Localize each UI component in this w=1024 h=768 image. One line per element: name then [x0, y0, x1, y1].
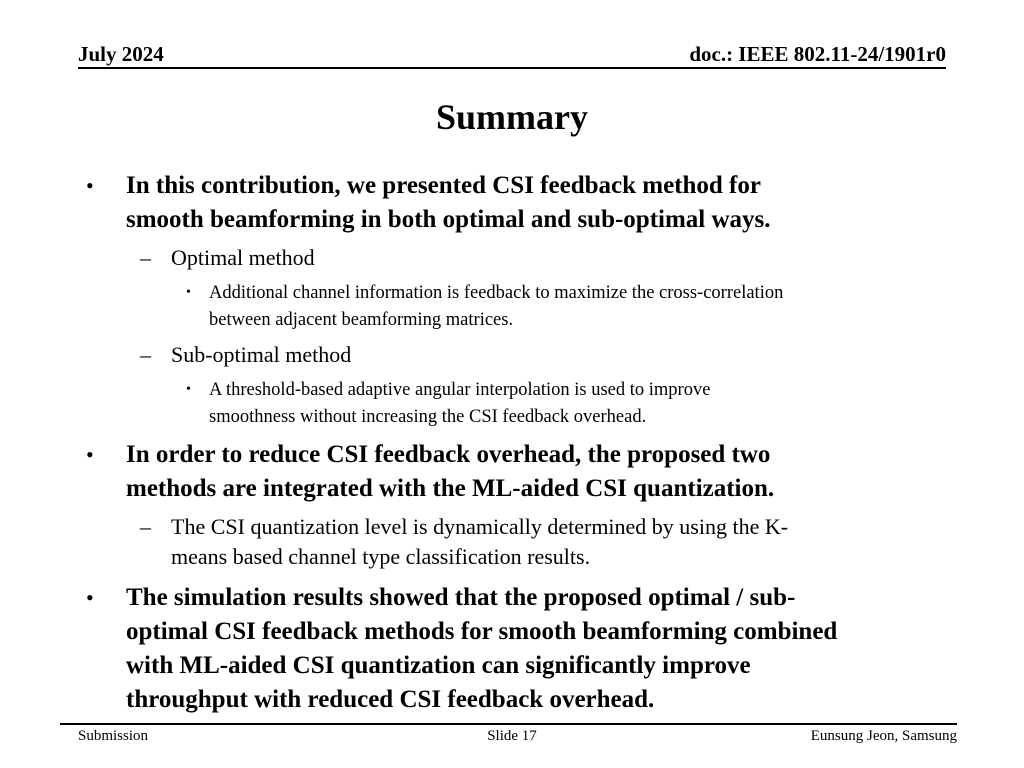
header-doc-id: doc.: IEEE 802.11-24/1901r0: [689, 42, 946, 66]
bullet-3-line: optimal CSI feedback methods for smooth beamforming combined: [126, 618, 838, 645]
header-date: July 2024: [78, 42, 164, 66]
sub-bullet-line: The CSI quantization level is dynamically determined by using the K-: [171, 514, 789, 539]
dash-icon: –: [140, 342, 151, 367]
dash-icon: –: [140, 514, 151, 539]
bullet-3-line: throughput with reduced CSI feedback overhead.: [126, 686, 655, 713]
sub-sub-bullet-line: A threshold-based adaptive angular interpolation is used to improve: [209, 380, 711, 400]
bullet-icon: •: [186, 285, 191, 300]
bullet-3-line: with ML-aided CSI quantization can significantly improve: [126, 652, 751, 679]
slide-title: Summary: [436, 97, 588, 137]
bullet-2-line: methods are integrated with the ML-aided CSI quantization.: [126, 475, 775, 502]
bullet-icon: •: [86, 442, 94, 467]
sub-bullet-sub-optimal: Sub-optimal method: [171, 342, 352, 367]
bullet-1-line: In this contribution, we presented CSI feedback method for: [126, 172, 761, 199]
sub-sub-bullet-line: between adjacent beamforming matrices.: [209, 310, 514, 330]
footer-submission: Submission: [78, 728, 149, 744]
bullet-icon: •: [86, 173, 94, 198]
header-divider: [78, 67, 946, 69]
sub-sub-bullet-line: Additional channel information is feedback to maximize the cross-correlation: [209, 283, 784, 303]
bullet-3-line: The simulation results showed that the proposed optimal / sub-: [126, 584, 796, 611]
sub-bullet-optimal: Optimal method: [171, 245, 315, 270]
bullet-1-line: smooth beamforming in both optimal and sub-optimal ways.: [126, 206, 771, 233]
bullet-2-line: In order to reduce CSI feedback overhead, the proposed two: [126, 441, 771, 468]
bullet-icon: •: [186, 382, 191, 397]
sub-sub-bullet-line: smoothness without increasing the CSI feedback overhead.: [209, 407, 647, 427]
bullet-icon: •: [86, 585, 94, 610]
dash-icon: –: [140, 245, 151, 270]
footer-author: Eunsung Jeon, Samsung: [810, 728, 957, 744]
sub-bullet-line: means based channel type classification results.: [171, 544, 591, 569]
footer-divider: [60, 723, 957, 725]
footer-slide-number: Slide 17: [487, 728, 537, 744]
